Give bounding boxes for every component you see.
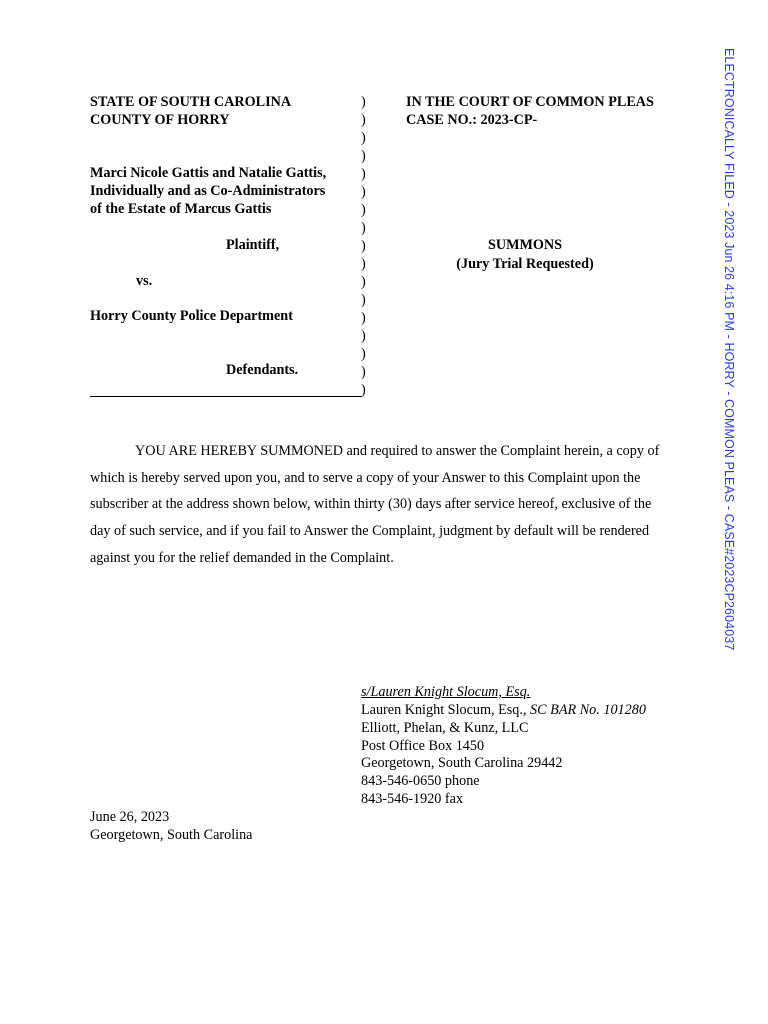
efiling-stamp: ELECTRONICALLY FILED - 2023 Jun 26 4:16 PM - HORRY - COMMON PLEAS - CASE#2023CP2604037 <box>722 48 736 651</box>
filing-place: Georgetown, South Carolina <box>90 827 253 843</box>
electronic-signature: s/Lauren Knight Slocum, Esq. <box>361 684 531 700</box>
caption-paren: ) <box>361 292 366 308</box>
caption-paren: ) <box>361 130 366 146</box>
fax-number: 843-546-1920 fax <box>361 791 464 807</box>
summons-body <box>90 438 675 572</box>
court-line: IN THE COURT OF COMMON PLEAS <box>406 94 654 110</box>
caption-paren: ) <box>361 184 366 200</box>
caption-paren: ) <box>361 112 366 128</box>
caption-paren: ) <box>361 220 366 236</box>
caption-paren: ) <box>361 148 366 164</box>
plaintiffs-line-3: of the Estate of Marcus Gattis <box>90 201 272 217</box>
caption-rule <box>90 396 362 397</box>
caption-paren: ) <box>361 202 366 218</box>
case-number: CASE NO.: 2023-CP- <box>406 112 538 128</box>
caption-paren: ) <box>361 364 366 380</box>
caption-paren: ) <box>361 346 366 362</box>
caption-paren: ) <box>361 256 366 272</box>
defendant-label: Defendants. <box>226 362 299 378</box>
caption-paren: ) <box>361 94 366 110</box>
county-line: COUNTY OF HORRY <box>90 112 230 128</box>
versus-label: vs. <box>136 273 153 289</box>
defendant-name: Horry County Police Department <box>90 308 293 324</box>
jury-trial-subheading: (Jury Trial Requested) <box>456 256 594 272</box>
caption-paren: ) <box>361 310 366 326</box>
summons-heading: SUMMONS <box>487 237 563 253</box>
bar-number: SC BAR No. 101280 <box>530 702 646 718</box>
address-line-1: Post Office Box 1450 <box>361 738 485 754</box>
plaintiff-label: Plaintiff, <box>226 237 280 253</box>
caption-paren: ) <box>361 382 366 398</box>
caption-paren: ) <box>361 274 366 290</box>
state-line: STATE OF SOUTH CAROLINA <box>90 94 292 110</box>
filing-date: June 26, 2023 <box>90 809 170 825</box>
caption-paren: ) <box>361 238 366 254</box>
summons-paragraph: YOU ARE HEREBY SUMMONED and required to answer the Complaint herein, a copy of which is hereby served upon you, and to serve a copy of your Answer to this Complaint upon the subscriber at the address shown below, within thirty (30) days after service hereof, exclusive of the day of such service, and if you fail to Answer the Complaint, judgment by default will be rendered against you for the relief demanded in the Complaint. <box>90 443 660 566</box>
caption-paren: ) <box>361 328 366 344</box>
address-line-2: Georgetown, South Carolina 29442 <box>361 755 563 771</box>
phone-number: 843-546-0650 phone <box>361 773 480 789</box>
plaintiffs-line-2: Individually and as Co-Administrators <box>90 183 326 199</box>
attorney-name-line <box>361 701 646 719</box>
firm-name: Elliott, Phelan, & Kunz, LLC <box>361 720 529 736</box>
plaintiffs-line-1: Marci Nicole Gattis and Natalie Gattis, <box>90 165 327 181</box>
caption-paren: ) <box>361 166 366 182</box>
attorney-name: Lauren Knight Slocum, Esq., <box>361 702 531 718</box>
